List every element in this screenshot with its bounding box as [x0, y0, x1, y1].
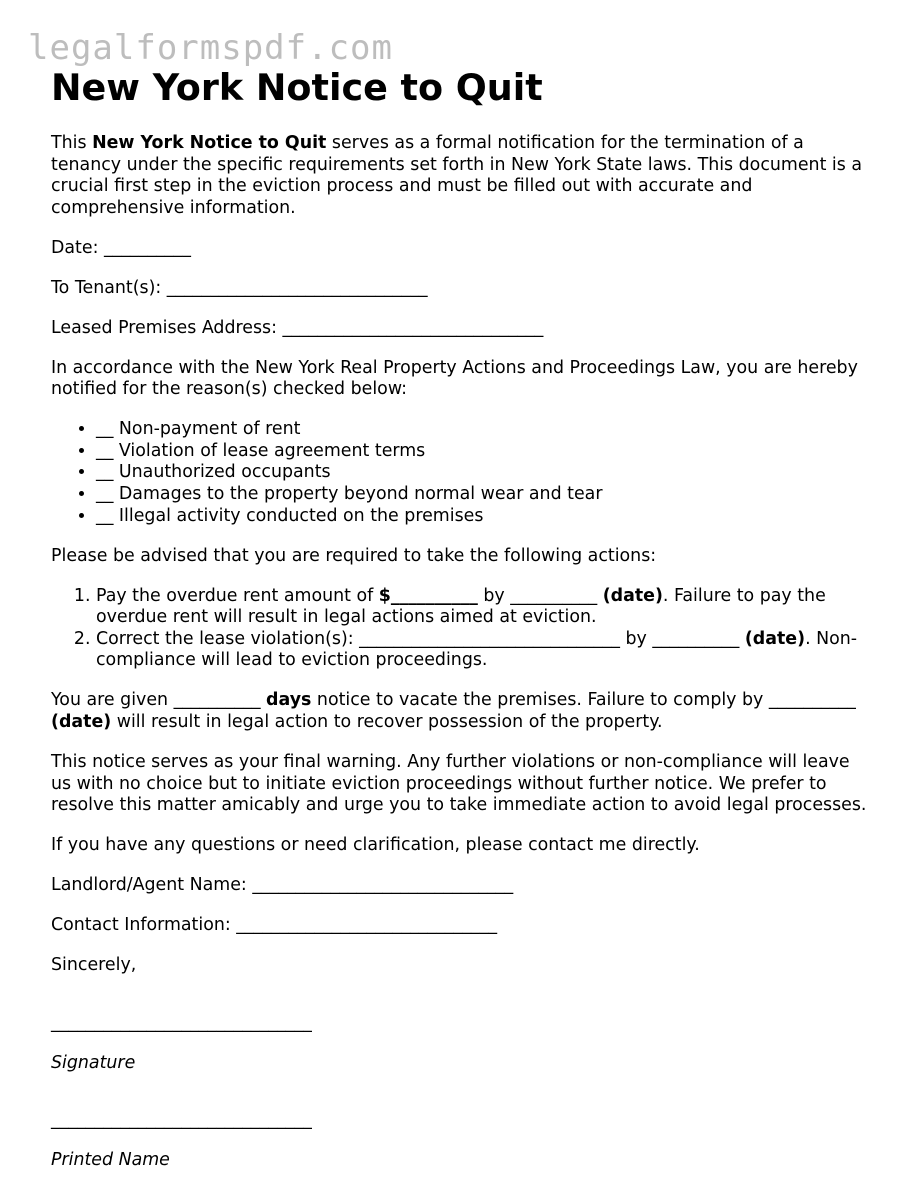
contact-info-field: [51, 915, 871, 937]
reasons-list: [51, 419, 871, 527]
notice-date-label: (date): [51, 712, 112, 732]
reason-item[interactable]: • __ Damages to the property beyond normal wear and tear: [96, 484, 871, 506]
signature-label: Signature: [51, 1052, 136, 1073]
tenant-blank[interactable]: ______________________________: [166, 277, 428, 298]
intro-paragraph: [51, 133, 871, 219]
notice-period-paragraph: [51, 690, 871, 733]
action2-text1[interactable]: Correct the lease violation(s): ______________________________ by __________: [96, 628, 745, 649]
signature-line[interactable]: ______________________________: [51, 1012, 312, 1033]
notice-text3: will result in legal action to recover possession of the property.: [111, 712, 663, 732]
action1-by-blank[interactable]: by __________: [477, 585, 603, 606]
watermark: legalformspdf.com: [28, 28, 393, 68]
action-item-pay-rent: [96, 586, 871, 629]
landlord-name-field: [51, 875, 871, 897]
warning-paragraph: This notice serves as your final warning. Any further violations or non-compliance will leave us with no choice but to initiate eviction proceedings without further notice. We prefer to resolve this matter amicably and urge you to take immediate action to avoid legal processes.: [51, 751, 867, 816]
action1-dollar-blank[interactable]: $__________: [378, 585, 478, 606]
date-label: Date:: [51, 237, 99, 258]
document: [51, 66, 871, 1190]
notice-days-label: days: [266, 690, 312, 711]
reason-item[interactable]: • __ Unauthorized occupants: [96, 462, 871, 484]
contact-prompt: If you have any questions or need clarification, please contact me directly.: [51, 835, 700, 856]
notice-text2[interactable]: notice to vacate the premises. Failure to comply by __________: [311, 690, 856, 711]
tenant-field: [51, 278, 871, 300]
address-label: Leased Premises Address:: [51, 317, 277, 338]
intro-bold: New York Notice to Quit: [92, 133, 327, 153]
reason-item[interactable]: • __ Violation of lease agreement terms: [96, 441, 871, 463]
landlord-name-blank[interactable]: ______________________________: [252, 875, 514, 896]
printed-name-line[interactable]: ______________________________: [51, 1110, 312, 1131]
document-title: New York Notice to Quit: [51, 66, 543, 109]
contact-info-blank[interactable]: ______________________________: [236, 915, 498, 936]
action1-date-label: (date): [602, 585, 663, 606]
intro-suffix: serves as a formal notification for the termination of a tenancy under the specific requirements set forth in New York State laws. This document is a crucial first step in the eviction process and must be filled out with accurate and comprehensive information.: [51, 133, 862, 218]
action-item-correct-violation: [96, 629, 871, 672]
actions-list: [51, 586, 871, 672]
intro-prefix: This: [51, 133, 93, 153]
action1-text1: Pay the overdue rent amount of: [96, 585, 379, 606]
printed-name-label: Printed Name: [51, 1150, 170, 1171]
action2-date-label: (date): [744, 628, 806, 649]
reason-item[interactable]: • __ Illegal activity conducted on the premises: [96, 506, 871, 528]
closing: Sincerely,: [51, 955, 137, 976]
landlord-name-label: Landlord/Agent Name:: [51, 875, 247, 896]
action1-text2: . Failure to pay the overdue rent will result in legal actions aimed at eviction.: [96, 585, 826, 628]
reason-item[interactable]: • __ Non-payment of rent: [96, 419, 871, 441]
address-blank[interactable]: ______________________________: [282, 317, 544, 338]
date-blank[interactable]: __________: [103, 237, 191, 258]
action2-text2: . Non-compliance will lead to eviction proceedings.: [96, 628, 858, 671]
address-field: [51, 318, 871, 340]
notice-text1[interactable]: You are given __________: [51, 690, 267, 711]
actions-intro: Please be advised that you are required to take the following actions:: [51, 545, 657, 566]
reasons-intro: In accordance with the New York Real Property Actions and Proceedings Law, you are hereby notified for the reason(s) checked below:: [51, 357, 858, 400]
contact-info-label: Contact Information:: [51, 915, 231, 936]
tenant-label: To Tenant(s):: [51, 277, 162, 298]
date-field: [51, 238, 871, 260]
